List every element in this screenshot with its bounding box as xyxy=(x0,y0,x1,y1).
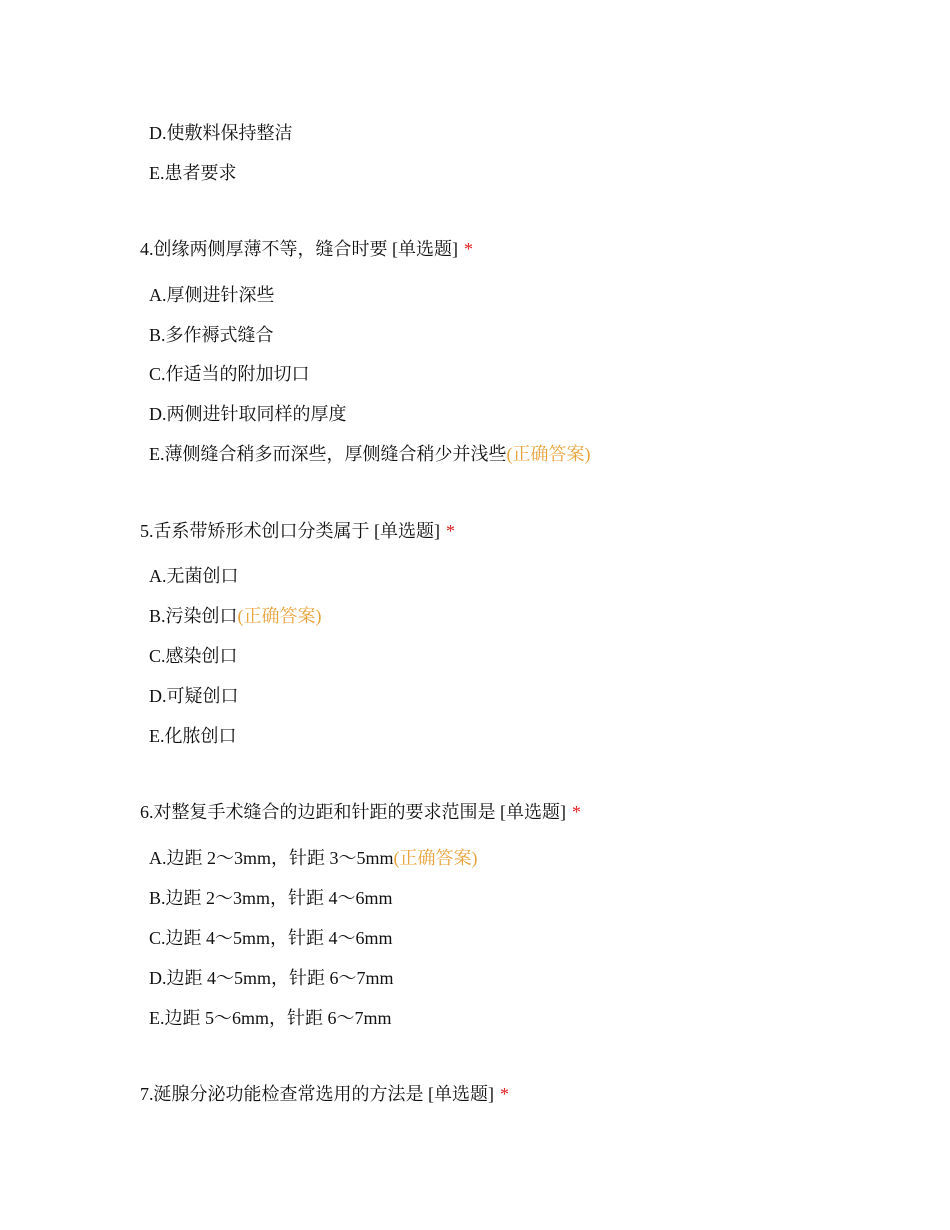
option-5-d: D.可疑创口 xyxy=(149,686,239,706)
option-6-c: C.边距 4～5mm，针距 4～6mm xyxy=(149,928,393,948)
option-5-a: A.无菌创口 xyxy=(149,566,239,586)
question-text: 5.舌系带矫形术创口分类属于 [单选题] xyxy=(140,521,440,541)
question-text: 6.对整复手术缝合的边距和针距的要求范围是 [单选题] xyxy=(140,802,566,822)
question-5-title xyxy=(140,520,455,542)
option-6-a: A.边距 2～3mm，针距 3～5mm(正确答案) xyxy=(149,848,478,868)
option-4-d: D.两侧进针取同样的厚度 xyxy=(149,404,347,424)
option-6-b: B.边距 2～3mm，针距 4～6mm xyxy=(149,888,393,908)
option-4-e: E.薄侧缝合稍多而深些，厚侧缝合稍少并浅些(正确答案) xyxy=(149,444,591,464)
question-7-title xyxy=(140,1083,509,1105)
question-text: 4.创缘两侧厚薄不等，缝合时要 [单选题] xyxy=(140,239,458,259)
option-5-c: C.感染创口 xyxy=(149,646,238,666)
correct-answer-tag: (正确答案) xyxy=(506,444,591,464)
option-6-e: E.边距 5～6mm，针距 6～7mm xyxy=(149,1008,392,1028)
option-4-c: C.作适当的附加切口 xyxy=(149,364,310,384)
required-mark: * xyxy=(572,802,581,822)
option-4-b: B.多作褥式缝合 xyxy=(149,325,274,345)
required-mark: * xyxy=(446,521,455,541)
option-5-e: E.化脓创口 xyxy=(149,726,237,746)
option-4-a: A.厚侧进针深些 xyxy=(149,285,275,305)
option-5-b: B.污染创口(正确答案) xyxy=(149,606,322,626)
required-mark: * xyxy=(464,239,473,259)
option-3-d: D.使敷料保持整洁 xyxy=(149,123,293,143)
question-4-title xyxy=(140,238,473,260)
question-6-title xyxy=(140,801,581,823)
required-mark: * xyxy=(500,1084,509,1104)
correct-answer-tag: (正确答案) xyxy=(237,606,322,626)
option-3-e: E.患者要求 xyxy=(149,163,237,183)
correct-answer-tag: (正确答案) xyxy=(393,848,478,868)
option-6-d: D.边距 4～5mm，针距 6～7mm xyxy=(149,968,394,988)
question-text: 7.涎腺分泌功能检查常选用的方法是 [单选题] xyxy=(140,1084,494,1104)
